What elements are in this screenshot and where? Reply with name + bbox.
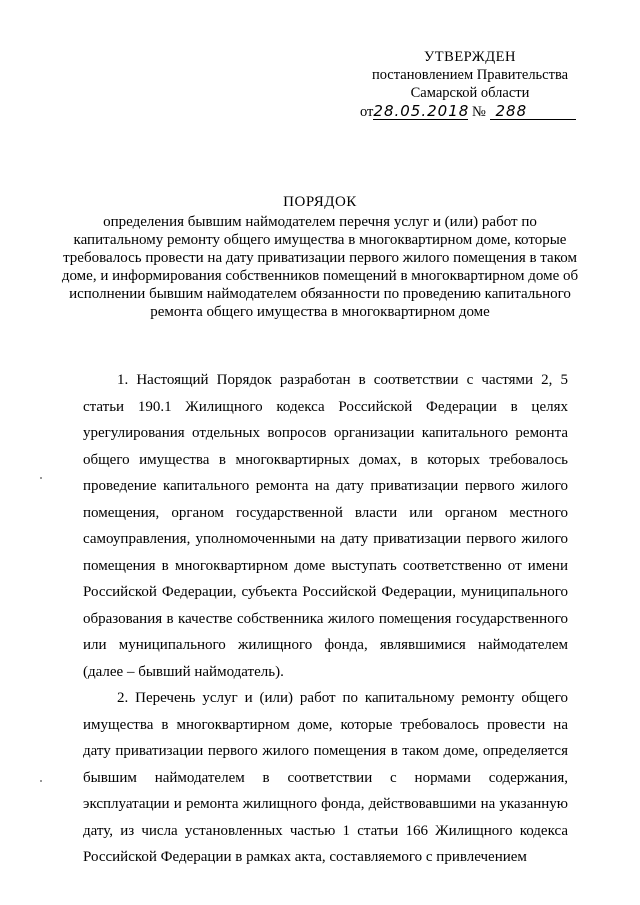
- approval-stamp: [350, 48, 590, 121]
- number-sign: №: [472, 104, 486, 120]
- handwritten-number: 288: [490, 103, 576, 120]
- document-heading: [60, 193, 580, 321]
- paragraph-1: 1. Настоящий Порядок разработан в соответствии с частями 2, 5 статьи 190.1 Жилищного кодекса Российской Федерации в целях урегулирования отдельных вопросов организации капитального ремонта общего имущества в многоквартирных домах, в которых требовалось проведение капитального ремонта на дату приватизации первого жилого помещения, органом государственной власти или органом местного самоуправления, уполномоченными на дату приватизации первого жилого помещения в многоквартирном доме выступать соответственно от имени Российской Федерации, субъекта Российской Федерации, муниципального образования в качестве собственника жилого помещения государственного или муниципального жилищного фонда, являвшимися наймодателем (далее – бывший наймодатель).: [83, 372, 568, 680]
- paragraph-2: 2. Перечень услуг и (или) работ по капитальному ремонту общего имущества в многоквартирном доме, которые требовалось провести на дату приватизации первого жилого помещения в таком доме, определяется бывшим наймодателем в соответствии с нормами содержания, эксплуатации и ремонта жилищного фонда, действовавшими на указанную дату, из числа установленных частью 1 статьи 166 Жилищного кодекса Российской Федерации в рамках акта, составляемого с привлечением: [83, 690, 568, 865]
- approval-title: УТВЕРЖДЕН: [424, 49, 516, 65]
- approval-line-2: Самарской области: [410, 85, 530, 101]
- handwritten-date: 28.05.2018: [373, 102, 470, 120]
- document-body: [83, 367, 568, 871]
- document-title: ПОРЯДОК: [283, 194, 357, 210]
- document-subtitle: определения бывшим наймодателем перечня услуг и (или) работ по капитальному ремонту общего имущества в многоквартирном доме, которые требовалось провести на дату приватизации первого жилого помещения в таком доме, и информирования собственников помещений в многоквартирном доме об исполнении бывшим наймодателем обязанности по проведению капитального ремонта общего имущества в многоквартирном доме: [61, 214, 579, 320]
- scan-speck: [40, 477, 42, 479]
- date-prefix: от: [360, 104, 374, 120]
- approval-date-line: [350, 103, 590, 121]
- approval-line-1: постановлением Правительства: [371, 67, 569, 83]
- scan-speck: [40, 780, 42, 782]
